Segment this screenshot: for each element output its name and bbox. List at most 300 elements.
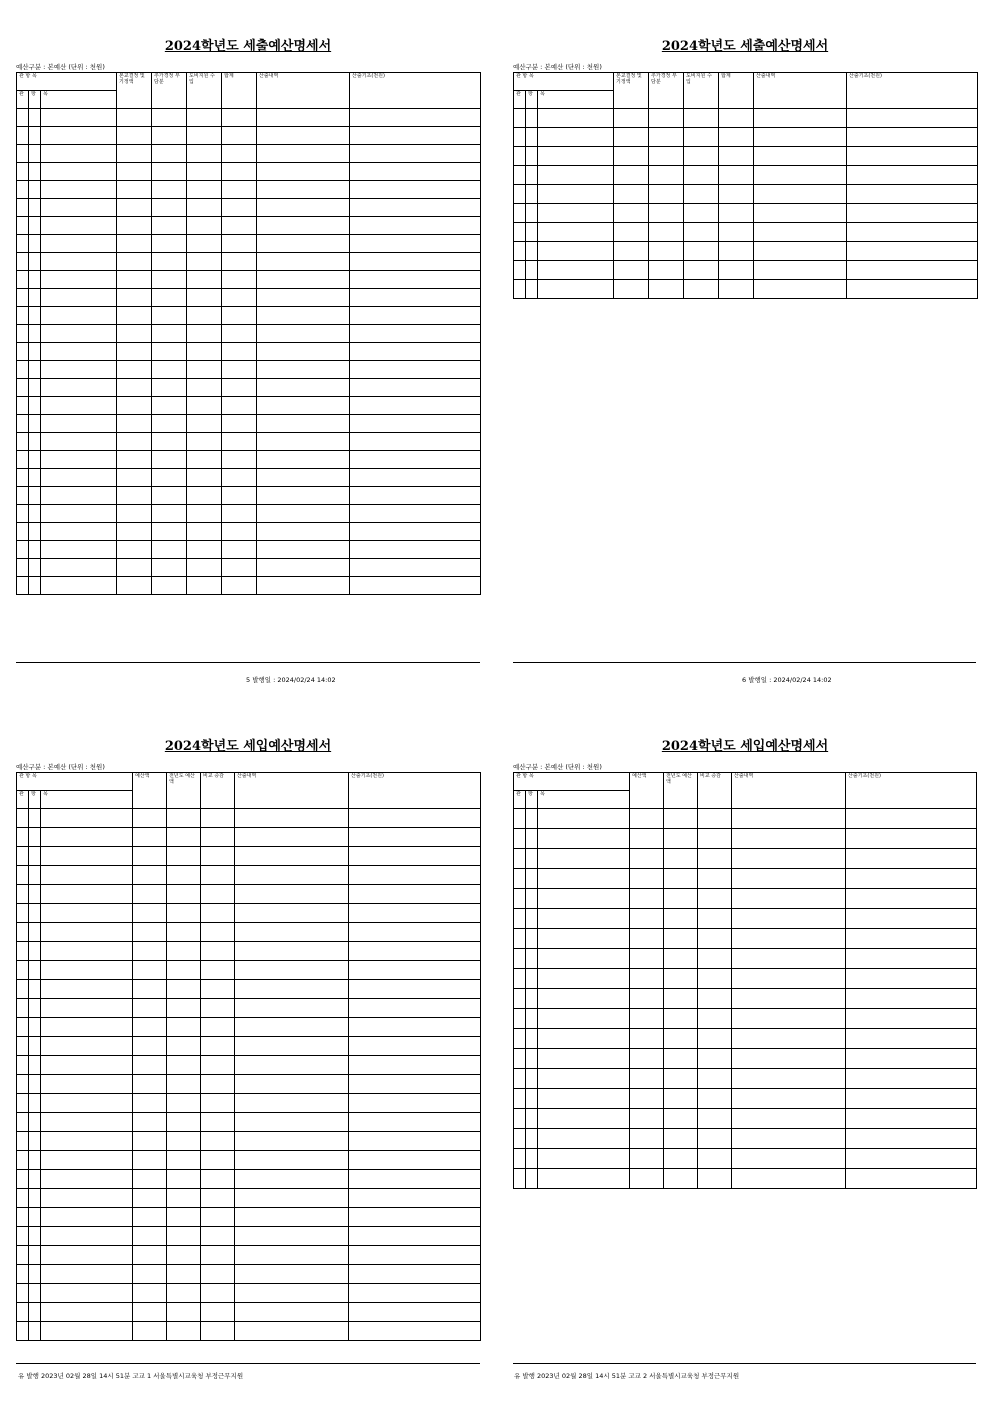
table-cell xyxy=(630,929,664,949)
header-cell: 비교 증감 xyxy=(698,773,732,809)
table-cell xyxy=(846,1069,977,1089)
table-cell xyxy=(187,523,222,541)
table-cell xyxy=(538,223,614,242)
table-cell xyxy=(187,559,222,577)
table-cell xyxy=(152,145,187,163)
table-cell xyxy=(117,415,152,433)
table-cell xyxy=(17,109,29,127)
table-cell xyxy=(222,163,257,181)
table-cell xyxy=(201,1227,235,1246)
budget-type-label: 예산구분 : 본예산 (단위 : 천원) xyxy=(513,63,602,71)
table-cell xyxy=(514,949,526,969)
table-cell xyxy=(630,969,664,989)
table-cell xyxy=(350,379,481,397)
table-cell xyxy=(117,235,152,253)
table-cell xyxy=(187,397,222,415)
table-row xyxy=(17,942,481,961)
table-cell xyxy=(235,1151,349,1170)
table-cell xyxy=(349,809,481,828)
table-row xyxy=(17,1113,481,1132)
table-row xyxy=(514,949,977,969)
table-row xyxy=(17,1170,481,1189)
table-cell xyxy=(152,577,187,595)
table-cell xyxy=(29,1151,41,1170)
table-cell xyxy=(614,261,649,280)
table-cell xyxy=(847,204,978,223)
table-cell xyxy=(514,929,526,949)
table-cell xyxy=(649,223,684,242)
table-cell xyxy=(526,109,538,128)
table-cell xyxy=(514,223,526,242)
table-row xyxy=(17,577,481,595)
table-cell xyxy=(235,1246,349,1265)
table-cell xyxy=(614,185,649,204)
table-cell xyxy=(257,523,350,541)
table-cell xyxy=(41,361,117,379)
table-cell xyxy=(222,109,257,127)
table-cell xyxy=(29,1170,41,1189)
table-cell xyxy=(664,889,698,909)
table-cell xyxy=(222,559,257,577)
table-cell xyxy=(630,1009,664,1029)
table-cell xyxy=(17,1265,29,1284)
header-cell: 비교 증감 xyxy=(201,773,235,809)
table-cell xyxy=(41,1075,133,1094)
table-cell xyxy=(349,1151,481,1170)
table-cell xyxy=(29,397,41,415)
table-cell xyxy=(526,1149,538,1169)
table-cell xyxy=(349,980,481,999)
table-cell xyxy=(257,469,350,487)
table-cell xyxy=(664,1169,698,1189)
table-cell xyxy=(133,1056,167,1075)
header-cell: 산출기초(천원) xyxy=(846,773,977,809)
table-cell xyxy=(235,942,349,961)
table-cell xyxy=(29,847,41,866)
table-cell xyxy=(167,904,201,923)
table-cell xyxy=(684,204,719,223)
table-cell xyxy=(41,523,117,541)
table-cell xyxy=(17,1037,29,1056)
table-cell xyxy=(17,1246,29,1265)
table-cell xyxy=(719,185,754,204)
page-revenue-1 xyxy=(16,738,480,1341)
table-cell xyxy=(187,469,222,487)
table-cell xyxy=(664,929,698,949)
table-cell xyxy=(133,1208,167,1227)
table-cell xyxy=(17,289,29,307)
table-cell xyxy=(698,1069,732,1089)
page-title: 2024학년도 세입예산명세서 xyxy=(164,739,332,754)
table-cell xyxy=(41,847,133,866)
table-cell xyxy=(152,253,187,271)
table-cell xyxy=(167,1265,201,1284)
table-cell xyxy=(235,1113,349,1132)
table-header-row xyxy=(514,73,978,91)
table-cell xyxy=(41,163,117,181)
table-cell xyxy=(514,829,526,849)
table-cell xyxy=(349,904,481,923)
table-cell xyxy=(17,1208,29,1227)
header-cell: 본교결정 및 기정액 xyxy=(614,73,649,109)
table-cell xyxy=(17,1189,29,1208)
table-cell xyxy=(152,343,187,361)
table-cell xyxy=(732,909,846,929)
table-cell xyxy=(167,1170,201,1189)
table-cell xyxy=(17,961,29,980)
table-cell xyxy=(222,577,257,595)
table-cell xyxy=(222,523,257,541)
table-cell xyxy=(350,217,481,235)
table-cell xyxy=(152,199,187,217)
table-row xyxy=(514,1089,977,1109)
table-cell xyxy=(538,969,630,989)
table-cell xyxy=(41,904,133,923)
table-cell xyxy=(526,1089,538,1109)
table-cell xyxy=(152,181,187,199)
table-cell xyxy=(17,181,29,199)
table-cell xyxy=(649,185,684,204)
table-cell xyxy=(630,829,664,849)
table-cell xyxy=(41,109,117,127)
table-row xyxy=(514,1129,977,1149)
table-cell xyxy=(17,904,29,923)
table-cell xyxy=(614,128,649,147)
table-cell xyxy=(630,1149,664,1169)
table-cell xyxy=(649,204,684,223)
table-cell xyxy=(29,289,41,307)
header-cell: 산출기초(천원) xyxy=(350,73,481,109)
table-cell xyxy=(222,199,257,217)
table-cell xyxy=(630,809,664,829)
table-cell xyxy=(614,204,649,223)
table-cell xyxy=(41,1189,133,1208)
table-cell xyxy=(719,128,754,147)
table-cell xyxy=(257,577,350,595)
table-cell xyxy=(350,127,481,145)
table-cell xyxy=(29,866,41,885)
table-cell xyxy=(201,1265,235,1284)
table-cell xyxy=(201,1151,235,1170)
table-cell xyxy=(846,1149,977,1169)
table-cell xyxy=(350,451,481,469)
table-cell xyxy=(257,541,350,559)
table-cell xyxy=(684,109,719,128)
table-cell xyxy=(235,809,349,828)
header-cell: 항 xyxy=(526,91,538,109)
table-cell xyxy=(349,1113,481,1132)
table-cell xyxy=(41,980,133,999)
table-cell xyxy=(235,1056,349,1075)
table-cell xyxy=(201,1246,235,1265)
table-cell xyxy=(514,1109,526,1129)
table-cell xyxy=(29,469,41,487)
table-cell xyxy=(222,541,257,559)
table-cell xyxy=(235,828,349,847)
table-cell xyxy=(201,1056,235,1075)
table-cell xyxy=(17,1284,29,1303)
table-cell xyxy=(41,1265,133,1284)
table-cell xyxy=(350,235,481,253)
page-expenditure-2 xyxy=(513,38,977,299)
table-cell xyxy=(235,1227,349,1246)
header-cell: 항 xyxy=(29,91,41,109)
footer-rule xyxy=(513,1363,976,1364)
table-cell xyxy=(187,451,222,469)
table-body xyxy=(514,809,977,1189)
table-cell xyxy=(41,885,133,904)
table-row xyxy=(17,828,481,847)
table-cell xyxy=(17,847,29,866)
table-cell xyxy=(664,1049,698,1069)
table-row xyxy=(17,809,481,828)
table-cell xyxy=(41,379,117,397)
table-cell xyxy=(846,869,977,889)
table-cell xyxy=(526,204,538,223)
table-cell xyxy=(201,942,235,961)
table-cell xyxy=(152,361,187,379)
table-cell xyxy=(201,1037,235,1056)
table-row xyxy=(17,904,481,923)
table-cell xyxy=(684,166,719,185)
table-cell xyxy=(538,128,614,147)
table-cell xyxy=(349,1322,481,1341)
table-cell xyxy=(846,949,977,969)
table-cell xyxy=(117,127,152,145)
table-cell xyxy=(538,989,630,1009)
table-cell xyxy=(350,307,481,325)
table-cell xyxy=(538,1029,630,1049)
table-cell xyxy=(201,999,235,1018)
table-cell xyxy=(152,217,187,235)
table-cell xyxy=(29,343,41,361)
table-cell xyxy=(630,1089,664,1109)
page-footer: 유 발행 2023년 02월 28일 14시 51분 고교 2 서울특별시교육청 부정근무지원 xyxy=(514,1372,740,1380)
table-row xyxy=(17,1246,481,1265)
table-cell xyxy=(187,145,222,163)
table-cell xyxy=(350,415,481,433)
table-cell xyxy=(349,1303,481,1322)
table-cell xyxy=(630,1049,664,1069)
table-cell xyxy=(257,487,350,505)
table-cell xyxy=(349,923,481,942)
table-cell xyxy=(350,541,481,559)
table-cell xyxy=(41,505,117,523)
table-cell xyxy=(222,235,257,253)
table-cell xyxy=(754,261,847,280)
header-cell: 목 xyxy=(538,791,630,809)
table-cell xyxy=(698,1009,732,1029)
table-cell xyxy=(187,271,222,289)
table-cell xyxy=(133,828,167,847)
table-cell xyxy=(41,1284,133,1303)
table-cell xyxy=(349,847,481,866)
table-cell xyxy=(526,889,538,909)
table-cell xyxy=(187,217,222,235)
table-cell xyxy=(514,909,526,929)
budget-table xyxy=(513,72,978,299)
header-cell: 항 xyxy=(526,791,538,809)
table-cell xyxy=(614,166,649,185)
header-cell: 목 xyxy=(538,91,614,109)
table-row xyxy=(514,204,978,223)
table-cell xyxy=(698,929,732,949)
table-cell xyxy=(719,261,754,280)
table-cell xyxy=(222,397,257,415)
table-cell xyxy=(349,942,481,961)
table-cell xyxy=(133,904,167,923)
table-cell xyxy=(152,289,187,307)
table-cell xyxy=(349,1056,481,1075)
table-row xyxy=(514,909,977,929)
table-cell xyxy=(684,223,719,242)
table-cell xyxy=(732,1089,846,1109)
table-cell xyxy=(349,885,481,904)
table-cell xyxy=(614,109,649,128)
table-cell xyxy=(514,869,526,889)
table-row xyxy=(17,523,481,541)
table-row xyxy=(17,847,481,866)
table-cell xyxy=(41,253,117,271)
table-row xyxy=(17,866,481,885)
table-row xyxy=(514,989,977,1009)
table-cell xyxy=(41,1037,133,1056)
table-row xyxy=(17,961,481,980)
table-cell xyxy=(41,809,133,828)
table-row xyxy=(514,223,978,242)
table-cell xyxy=(167,1132,201,1151)
table-cell xyxy=(152,469,187,487)
table-cell xyxy=(222,379,257,397)
table-cell xyxy=(664,989,698,1009)
table-header-row xyxy=(17,73,481,91)
table-cell xyxy=(257,199,350,217)
table-cell xyxy=(41,1056,133,1075)
table-cell xyxy=(349,1018,481,1037)
table-row xyxy=(17,145,481,163)
table-cell xyxy=(235,1265,349,1284)
table-cell xyxy=(201,1208,235,1227)
table-row xyxy=(514,1109,977,1129)
table-row xyxy=(17,307,481,325)
table-row xyxy=(17,397,481,415)
table-cell xyxy=(41,828,133,847)
table-cell xyxy=(235,1075,349,1094)
table-cell xyxy=(17,397,29,415)
table-cell xyxy=(514,989,526,1009)
table-cell xyxy=(846,929,977,949)
header-cell: 산출내역 xyxy=(235,773,349,809)
table-cell xyxy=(17,1018,29,1037)
table-cell xyxy=(201,828,235,847)
table-cell xyxy=(117,487,152,505)
table-cell xyxy=(235,923,349,942)
table-cell xyxy=(526,1129,538,1149)
table-cell xyxy=(201,980,235,999)
table-cell xyxy=(846,849,977,869)
table-cell xyxy=(117,379,152,397)
table-cell xyxy=(17,923,29,942)
table-cell xyxy=(846,1049,977,1069)
table-cell xyxy=(649,280,684,299)
table-cell xyxy=(732,929,846,949)
table-cell xyxy=(29,980,41,999)
table-row xyxy=(17,235,481,253)
table-cell xyxy=(847,128,978,147)
table-cell xyxy=(754,166,847,185)
table-row xyxy=(514,889,977,909)
table-cell xyxy=(152,541,187,559)
table-cell xyxy=(235,1189,349,1208)
table-cell xyxy=(29,1037,41,1056)
table-cell xyxy=(17,451,29,469)
table-cell xyxy=(17,325,29,343)
table-cell xyxy=(732,1069,846,1089)
table-cell xyxy=(17,828,29,847)
table-cell xyxy=(41,1208,133,1227)
table-row xyxy=(514,1049,977,1069)
table-row xyxy=(17,415,481,433)
table-cell xyxy=(698,949,732,969)
table-cell xyxy=(17,253,29,271)
table-cell xyxy=(349,1037,481,1056)
table-cell xyxy=(538,204,614,223)
table-cell xyxy=(698,909,732,929)
table-cell xyxy=(187,235,222,253)
table-cell xyxy=(538,829,630,849)
table-cell xyxy=(847,185,978,204)
table-cell xyxy=(29,1189,41,1208)
table-cell xyxy=(117,559,152,577)
table-cell xyxy=(847,280,978,299)
table-cell xyxy=(649,109,684,128)
table-cell xyxy=(222,289,257,307)
table-cell xyxy=(167,1094,201,1113)
table-cell xyxy=(17,1132,29,1151)
table-cell xyxy=(349,866,481,885)
header-cell: 산출내역 xyxy=(732,773,846,809)
table-cell xyxy=(538,280,614,299)
table-cell xyxy=(732,1149,846,1169)
table-cell xyxy=(29,1322,41,1341)
table-row xyxy=(17,1018,481,1037)
budget-table xyxy=(16,72,481,595)
table-cell xyxy=(514,147,526,166)
table-cell xyxy=(349,1246,481,1265)
table-cell xyxy=(698,1129,732,1149)
table-cell xyxy=(117,505,152,523)
table-cell xyxy=(257,451,350,469)
table-cell xyxy=(17,433,29,451)
table-cell xyxy=(17,307,29,325)
table-cell xyxy=(664,1129,698,1149)
table-cell xyxy=(187,541,222,559)
table-cell xyxy=(349,999,481,1018)
table-cell xyxy=(29,1303,41,1322)
table-row xyxy=(514,109,978,128)
header-cell: 관 항 목 xyxy=(17,73,117,91)
table-cell xyxy=(41,343,117,361)
table-row xyxy=(17,1094,481,1113)
table-cell xyxy=(698,849,732,869)
table-cell xyxy=(201,1189,235,1208)
table-cell xyxy=(133,1246,167,1265)
header-cell: 관 항 목 xyxy=(514,773,630,791)
table-cell xyxy=(187,163,222,181)
table-cell xyxy=(201,847,235,866)
table-cell xyxy=(41,397,117,415)
table-cell xyxy=(350,523,481,541)
